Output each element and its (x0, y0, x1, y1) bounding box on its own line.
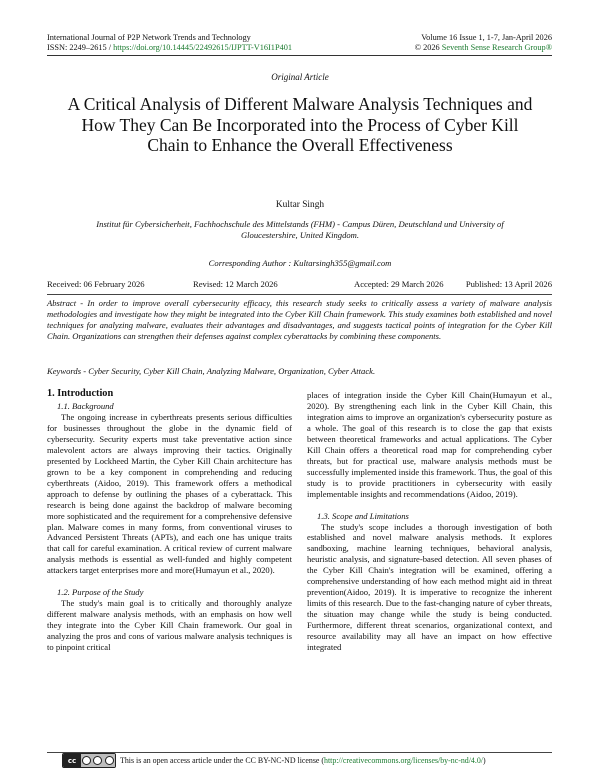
article-type: Original Article (271, 72, 329, 82)
keywords: Keywords - Cyber Security, Cyber Kill Chain, Analyzing Malware, Organization, Cyber Attack. (47, 366, 376, 376)
header-divider (47, 55, 552, 56)
nd-icon (105, 756, 114, 765)
introduction-heading: 1. Introduction (47, 388, 114, 399)
journal-header-left (47, 33, 292, 53)
background-paragraph: The ongoing increase in cyberthreats presents serious difficulties for businesses throughout the globe in the dynamic field of cybersecurity. Security experts must take preventative action since malevolent actors are always improving their tactics. Originally presented by Lockheed Martin, the Cyber Kill Chain architecture has grown to be a key component in comprehending and reducing cyberthreats (Aidoo, 2019). This framework offers a methodical approach to defense by outlining the phases of a cyberattack. This research is being done against the backdrop of malware becoming more sophisticated and the requirement for a comprehensive defensive plan. Malware comes in many forms, from conventional viruses to Advanced Persistent Threats (APTs), and each one has unique traits that call for careful examination. A critical review of current malware analysis methods is essential as well-funded and highly competent attackers target enterprises more and more(Humayun et al., 2020). (47, 412, 292, 576)
issn: ISSN: 2249–2615 / (47, 43, 114, 52)
nc-icon (93, 756, 102, 765)
doi-link[interactable]: https://doi.org/10.14445/22492615/IJPTT-V16I1P401 (113, 43, 293, 52)
abstract: Abstract - In order to improve overall cybersecurity efficacy, this research study seeks to critically assess a variety of malware analysis methodologies and investigate how they might be integrated into the Cyber Kill Chain framework. This study examines both established and novel techniques for analyzing malware, evaluates their advantages and disadvantages, and suggests tactical points of integration for the Cyber Kill Chain. Organizations can strengthen their defenses against complex cyberattacks by combining these components. (47, 298, 552, 341)
paper-title: A Critical Analysis of Different Malware Analysis Techniques and How They Can Be Incorporated into the Process of Cyber Kill Chain to Enhance the Overall Effectiveness (67, 94, 533, 155)
license-close: ) (482, 756, 486, 765)
scope-heading: 1.3. Scope and Limitations (317, 510, 409, 521)
author-name: Kultar Singh (275, 200, 325, 210)
journal-header-right (415, 33, 552, 53)
background-heading: 1.1. Background (57, 401, 114, 411)
received-date: Received: 06 February 2026 (47, 279, 145, 289)
dates-row (47, 279, 552, 291)
purpose-paragraph: The study's main goal is to critically and thoroughly analyze different malware analysis methods, with an emphasis on how well they integrate into the Cyber Kill Chain framework. Our goal in analyzing the pros and cons of various malware analysis techniques is to pinpoint critical (47, 598, 292, 653)
license-text: This is an open access article under the CC BY-NC-ND license ( (120, 756, 325, 765)
accepted-date: Accepted: 29 March 2026 (354, 279, 444, 289)
license-footer (120, 756, 486, 765)
footer-divider (47, 752, 552, 753)
license-link[interactable]: http://creativecommons.org/licenses/by-nc-nd/4.0/ (324, 756, 483, 765)
journal-name: International Journal of P2P Network Trends and Technology (47, 33, 251, 42)
scope-paragraph: The study's scope includes a thorough investigation of both established and novel malware analysis methods. It explores sandboxing, machine learning techniques, behavioral analysis, heuristic analysis, and signature-based detection. All seven phases of the Cyber Kill Chain's integration will be examined, offering a comprehensive understanding of how each method might aid in threat prevention(Aidoo, 2019). It is imperative to recognize the inherent limits of this research. Due to the fast-changing nature of cyber threats, the situation may change while the study is being conducted. Furthermore, different threat scenarios, organizational context, and resource availability may all have an impact on how effective integrated (307, 521, 552, 653)
revised-date: Revised: 12 March 2026 (193, 279, 278, 289)
purpose-paragraph-continued: places of integration inside the Cyber Kill Chain(Humayun et al., 2020). By strengthening each link in the Cyber Kill Chain, this integration aims to improve an organization's cybersecurity posture as a whole. The goal of this research is to close the gap that exists between theoretical frameworks and actual applications. The Cyber Kill Chain offers a theoretical road map for comprehending cyber threats, but for practical use, malware analysis methods must be successfully implemented inside this framework. Thus, the goal of this study is to provide practitioners in cybersecurity with easily implementable insights and recommendations (Aidoo, 2019). (307, 390, 552, 499)
right-column (307, 390, 552, 653)
left-column (47, 387, 292, 653)
issn-doi-line (47, 43, 292, 53)
copyright-line (415, 43, 552, 53)
copyright: © 2026 (414, 43, 442, 52)
license-icons (81, 754, 115, 767)
by-icon (82, 756, 91, 765)
published-date: Published: 13 April 2026 (465, 279, 552, 289)
purpose-heading: 1.2. Purpose of the Study (57, 587, 144, 598)
author-affiliation: Institut für Cybersicherheit, Fachhochschule des Mittelstands (FHM) - Campus Düren, Deutschland und University of Gloucestershire, United Kingdom. (96, 219, 504, 241)
corresponding-author: Corresponding Author : Kultarsingh355@gmail.com (208, 258, 392, 268)
publisher-link[interactable]: Seventh Sense Research Group® (441, 43, 552, 52)
volume-info: Volume 16 Issue 1, 1-7, Jan-April 2026 (421, 33, 552, 42)
dates-divider (47, 294, 552, 295)
cc-icon: cc (63, 754, 81, 767)
cc-license-badge[interactable] (62, 753, 116, 768)
